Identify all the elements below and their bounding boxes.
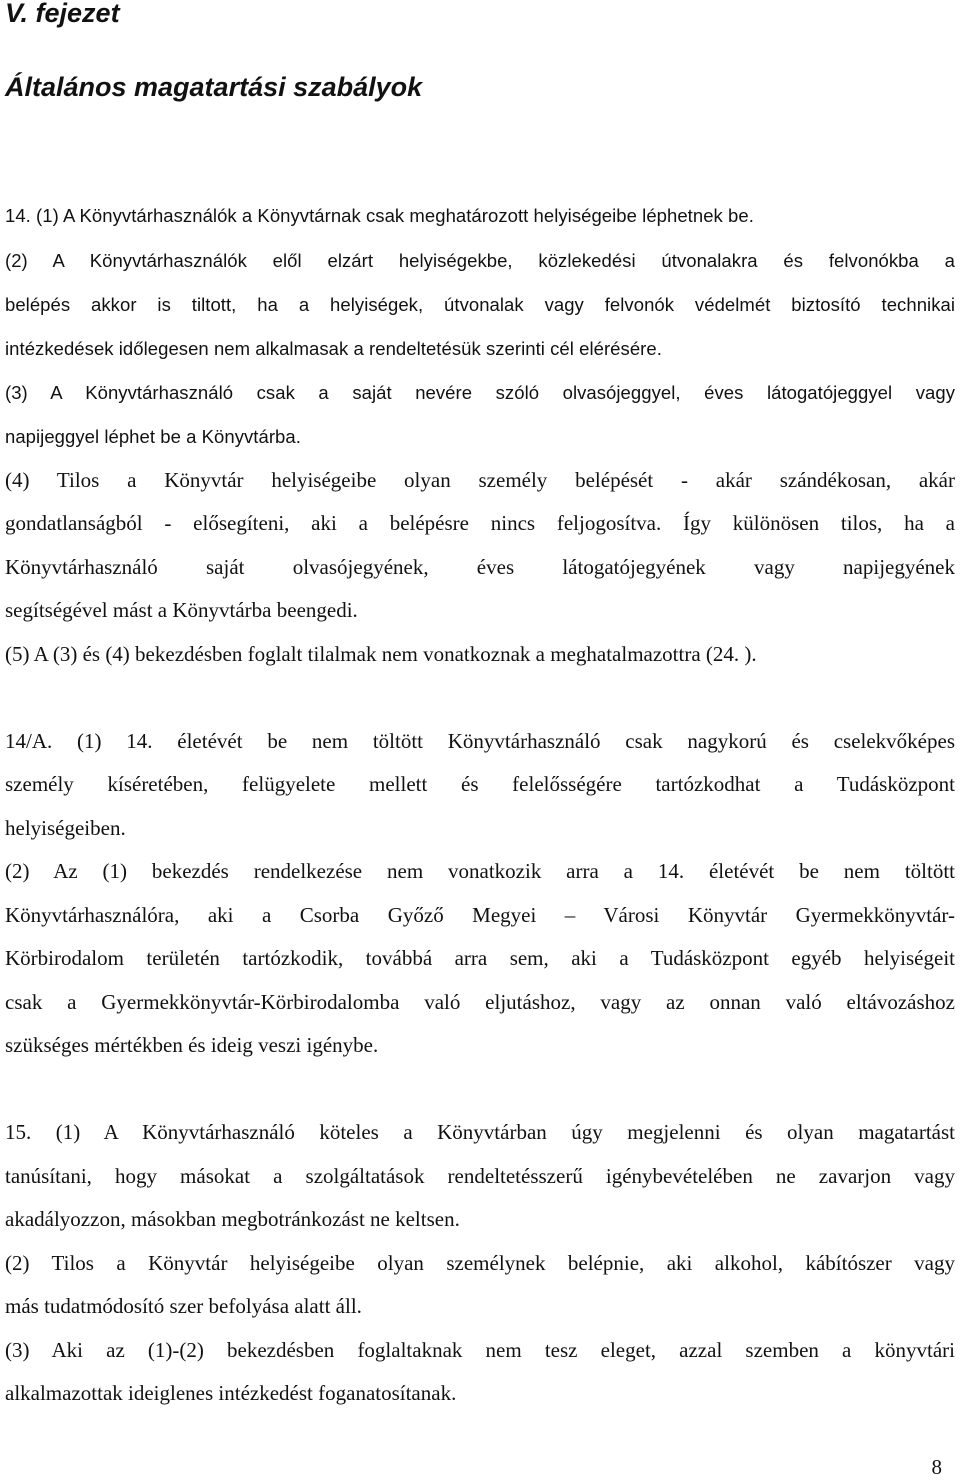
section-14-paragraph-3-line: napijeggyel léphet be a Könyvtárba.: [5, 426, 301, 447]
section-14a-paragraph-1-line: 14/A. (1) 14. életévét be nem töltött Könyvtárhasználó csak nagykorú és cselekvőképes: [5, 729, 955, 753]
section-15-paragraph-1-line: 15. (1) A Könyvtárhasználó köteles a Könyvtárban úgy megjelenni és olyan magatartást: [5, 1120, 955, 1144]
section-14a-paragraph-2-line: szükséges mértékben és ideig veszi igénybe.: [5, 1033, 379, 1057]
section-15-paragraph-2-line: (2) Tilos a Könyvtár helyiségeibe olyan személynek belépnie, aki alkohol, kábítószer vagy: [5, 1251, 955, 1275]
page-number: 8: [931, 1455, 942, 1479]
section-14a-paragraph-2-line: Könyvtárhasználóra, aki a Csorba Győző Megyei – Városi Könyvtár Gyermekkönyvtár-: [5, 903, 955, 927]
section-14a-paragraph-2-line: csak a Gyermekkönyvtár-Körbirodalomba való eljutáshoz, vagy az onnan való eltávozáshoz: [5, 990, 955, 1014]
section-14a-paragraph-2-line: (2) Az (1) bekezdés rendelkezése nem vonatkozik arra a 14. életévét be nem töltött: [5, 859, 955, 883]
section-14-paragraph-5-line: (5) A (3) és (4) bekezdésben foglalt tilalmak nem vonatkoznak a meghatalmazottra (24. ).: [5, 642, 757, 666]
section-14-paragraph-4-line: Könyvtárhasználó saját olvasójegyének, éves látogatójegyének vagy napijegyének: [5, 555, 955, 579]
section-14-paragraph-4-line: gondatlanságból - elősegíteni, aki a belépésre nincs feljogosítva. Így különösen tilos, ha a: [5, 511, 955, 535]
section-14-paragraph-3-line: (3) A Könyvtárhasználó csak a saját nevére szóló olvasójeggyel, éves látogatójeggyel vagy: [5, 382, 955, 403]
section-14-paragraph-2-line: (2) A Könyvtárhasználók elől elzárt helyiségekbe, közlekedési útvonalakra és felvonókba a: [5, 250, 955, 271]
section-14a-paragraph-1-line: helyiségeiben.: [5, 816, 126, 840]
section-15-paragraph-2-line: más tudatmódosító szer befolyása alatt áll.: [5, 1294, 362, 1318]
chapter-label: V. fejezet: [5, 0, 120, 28]
section-14-paragraph-2-line: belépés akkor is tiltott, ha a helyiségek, útvonalak vagy felvonók védelmét biztosító technikai: [5, 294, 955, 315]
section-14-paragraph-2-line: intézkedések időlegesen nem alkalmasak a rendeltetésük szerinti cél elérésére.: [5, 338, 662, 359]
section-15-paragraph-3-line: (3) Aki az (1)-(2) bekezdésben foglaltaknak nem tesz eleget, azzal szemben a könyvtári: [5, 1338, 955, 1362]
section-15-paragraph-1-line: akadályozzon, másokban megbotránkozást ne keltsen.: [5, 1207, 460, 1231]
section-15-paragraph-3-line: alkalmazottak ideiglenes intézkedést foganatosítanak.: [5, 1381, 457, 1405]
section-15-paragraph-1-line: tanúsítani, hogy másokat a szolgáltatások rendeltetésszerű igénybevételében ne zavarjon vagy: [5, 1164, 955, 1188]
section-14-paragraph-1-line: 14. (1) A Könyvtárhasználók a Könyvtárnak csak meghatározott helyiségeibe léphetnek be.: [5, 205, 754, 226]
section-14a-paragraph-1-line: személy kíséretében, felügyelete mellett és felelősségére tartózkodhat a Tudásközpont: [5, 772, 955, 796]
section-14-paragraph-4-line: segítségével mást a Könyvtárba beengedi.: [5, 598, 358, 622]
section-14-paragraph-4-line: (4) Tilos a Könyvtár helyiségeibe olyan személy belépését - akár szándékosan, akár: [5, 468, 955, 492]
chapter-title: Általános magatartási szabályok: [5, 72, 423, 102]
section-14a-paragraph-2-line: Körbirodalom területén tartózkodik, továbbá arra sem, aki a Tudásközpont egyéb helyiségeit: [5, 946, 955, 970]
